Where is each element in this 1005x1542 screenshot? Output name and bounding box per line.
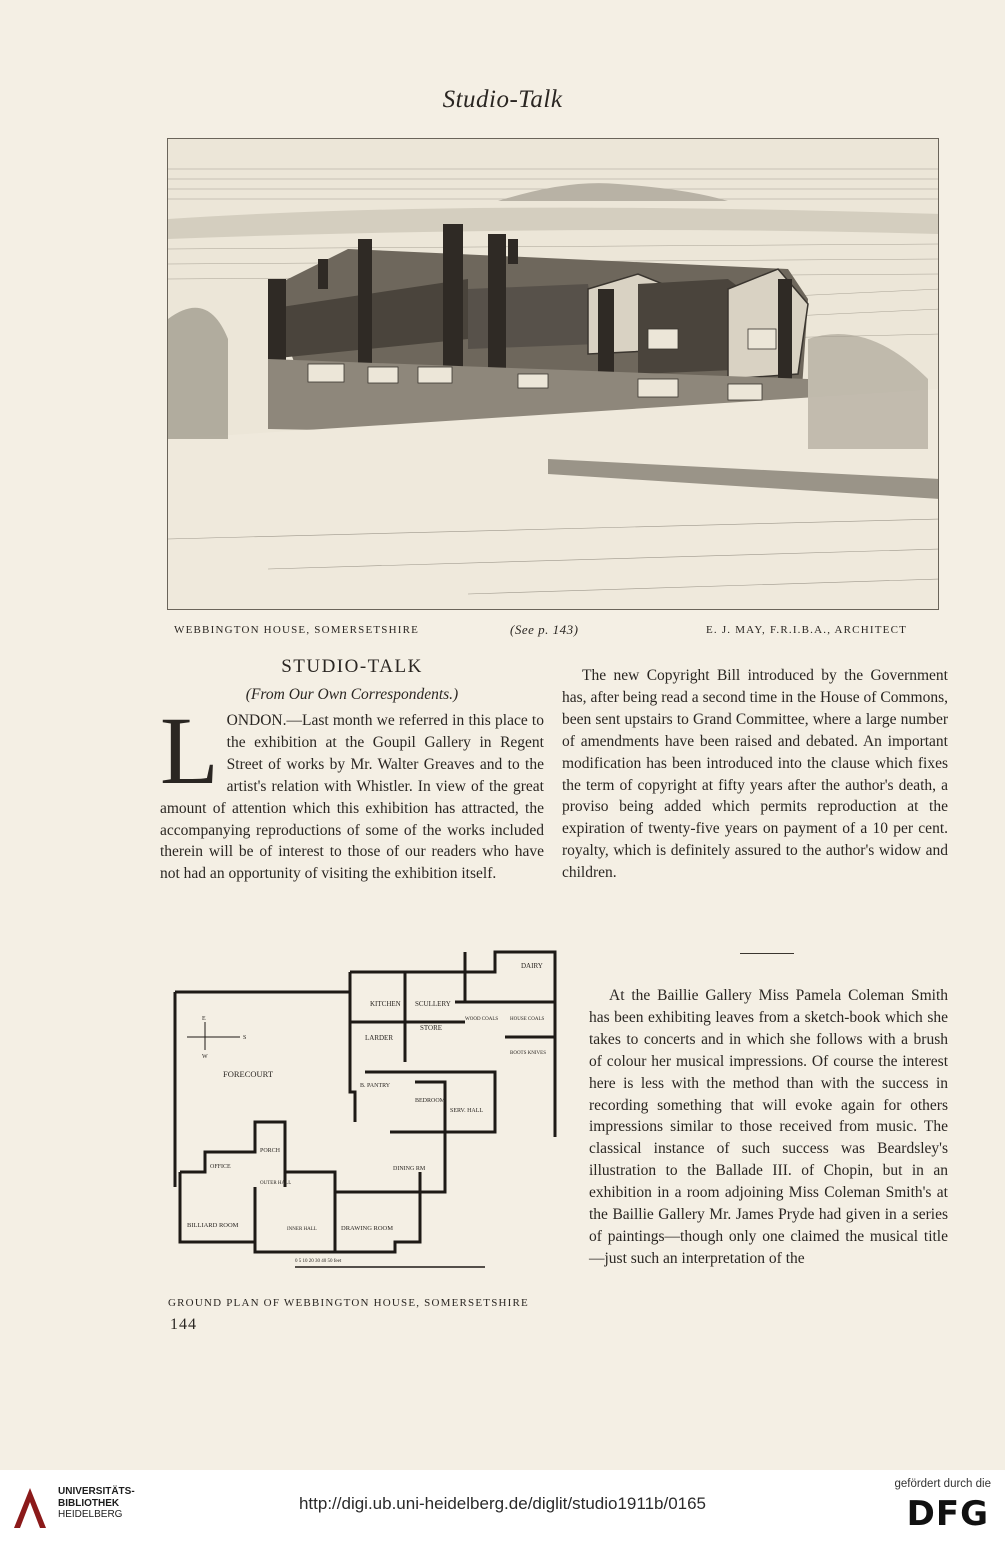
illustration-caption-architect: E. J. MAY, F.R.I.B.A., ARCHITECT bbox=[706, 624, 908, 636]
plan-label-drawing-room: DRAWING ROOM bbox=[341, 1225, 394, 1232]
plan-label-dairy: DAIRY bbox=[521, 962, 543, 970]
plan-label-porch: PORCH bbox=[260, 1148, 281, 1154]
illustration-caption-reference: (See p. 143) bbox=[510, 622, 579, 637]
plan-label-forecourt: FORECOURT bbox=[223, 1069, 274, 1079]
viewer-footer bbox=[0, 1470, 1005, 1542]
plan-label-boots: BOOTS KNIVES bbox=[510, 1051, 546, 1056]
plan-label-servants-hall: SERV. HALL bbox=[450, 1108, 484, 1114]
scale-label: 0 5 10 20 30 40 50 feet bbox=[295, 1259, 342, 1264]
section-divider bbox=[740, 953, 794, 954]
plan-label-store: STORE bbox=[420, 1024, 443, 1032]
compass-bottom: W bbox=[202, 1054, 208, 1060]
library-name-line2: BIBLIOTHEK bbox=[58, 1497, 120, 1509]
plan-label-larder: LARDER bbox=[365, 1034, 393, 1042]
plan-caption: GROUND PLAN OF WEBBINGTON HOUSE, SOMERSETSHIRE bbox=[168, 1297, 529, 1309]
right-column-top bbox=[562, 665, 948, 884]
house-illustration bbox=[167, 138, 939, 610]
plan-label-house-coals: HOUSE COALS bbox=[510, 1017, 545, 1022]
plan-label-pantry: B. PANTRY bbox=[360, 1083, 391, 1089]
running-head: Studio-Talk bbox=[442, 86, 563, 113]
compass-right: S bbox=[243, 1035, 247, 1041]
plan-label-billiard-room: BILLIARD ROOM bbox=[187, 1222, 239, 1229]
baillie-paragraph: At the Baillie Gallery Miss Pamela Coleman Smith has been exhibiting leaves from a sketch-book which she takes to concerts and in which she follows with a brush of colour her musical impressions. Of course the interest here is less with the method than with the success in recording something that will evoke again for others impressions similar to those received from music. The classical instance of such success was Beardsley's illustration to the Ballade III. of Chopin, but in an exhibition in a room adjoining Miss Coleman Smith's at the Baillie Gallery Mr. James Pryde had given in a series of paintings—though only one claimed the musical title—just such an interpretation of the bbox=[589, 987, 948, 1267]
library-name-line1: UNIVERSITÄTS- bbox=[58, 1486, 135, 1497]
plan-label-inner-hall: INNER HALL bbox=[287, 1227, 317, 1232]
plan-label-dining-room: DINING RM bbox=[393, 1166, 426, 1172]
copyright-paragraph: The new Copyright Bill introduced by the Government has, after being read a second time in the House of Commons, been sent upstairs to Grand Committee, where a large number of amendments have been raised and debated. An important modification has been introduced into the clause which fixes the term of copyright at fifty years after the author's death, a proviso being added which permits reproduction at the expiration of twenty-five years on payment of a 10 per cent. royalty, which is definitely assured to the author's widow and children. bbox=[562, 667, 948, 882]
plan-label-outer-hall: OUTER HALL bbox=[260, 1181, 292, 1186]
funding-label: gefördert durch die bbox=[894, 1478, 991, 1490]
left-paragraph: ONDON.—Last month we referred in this place to the exhibition at the Goupil Gallery in Regent Street of works by Mr. Walter Greaves and to the artist's relation with Whistler. In view of the great amount of attention which this exhibition has attracted, the accompanying reproductions of some of the works included therein will be of interest to those of our readers who have not had an opportunity of visiting the exhibition itself. bbox=[160, 712, 544, 883]
plan-label-scullery: SCULLERY bbox=[415, 1000, 451, 1008]
left-column bbox=[160, 697, 544, 885]
illustration-caption-title: WEBBINGTON HOUSE, SOMERSETSHIRE bbox=[174, 624, 420, 636]
plan-label-office: OFFICE bbox=[210, 1164, 231, 1170]
section-title: STUDIO-TALK bbox=[281, 656, 423, 677]
byline: (From Our Own Correspondents.) bbox=[245, 686, 459, 703]
compass-top: E bbox=[202, 1016, 206, 1022]
compass bbox=[187, 1016, 246, 1060]
page-number: 144 bbox=[170, 1316, 197, 1333]
dfg-logo: DFG bbox=[906, 1494, 989, 1534]
permalink-url[interactable]: http://digi.ub.uni-heidelberg.de/diglit/studio1911b/0165 bbox=[298, 1494, 707, 1513]
library-name-line3: HEIDELBERG bbox=[58, 1509, 123, 1520]
dropcap: L bbox=[160, 697, 219, 804]
right-column-bottom bbox=[589, 985, 948, 1270]
ground-plan bbox=[165, 942, 565, 1282]
scale-bar bbox=[295, 1259, 485, 1267]
plan-label-wood-coals: WOOD COALS bbox=[465, 1017, 499, 1022]
plan-label-kitchen: KITCHEN bbox=[370, 1000, 401, 1008]
plan-label-bedroom: BEDROOM bbox=[415, 1098, 446, 1104]
